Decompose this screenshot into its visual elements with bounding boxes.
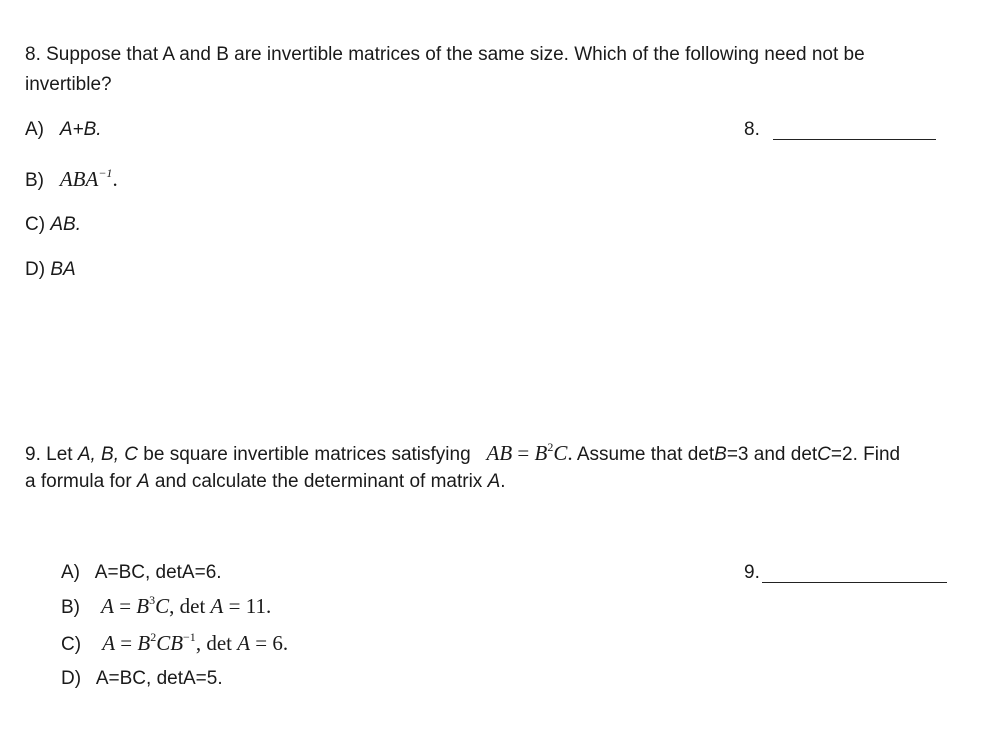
q9-answer-label: 9.	[744, 562, 760, 583]
option-math: $A = B^3C$, det A = 11.	[101, 593, 272, 618]
option-letter: A)	[61, 562, 80, 583]
q8-answer-area	[744, 119, 760, 141]
q8-option-d	[25, 259, 76, 281]
option-math: $ABA^{-1}$.	[59, 166, 118, 191]
q8-prompt-line2: invertible?	[25, 74, 112, 95]
q9-answer-area	[744, 562, 760, 584]
option-letter: D)	[61, 668, 82, 689]
option-letter: A)	[25, 119, 44, 140]
option-letter: C)	[25, 214, 46, 235]
q9-option-b	[61, 594, 271, 619]
option-text: A+B.	[59, 119, 102, 140]
option-letter: C)	[61, 634, 82, 655]
q8-answer-blank[interactable]	[773, 121, 936, 140]
option-text: A=BC, detA=6.	[94, 562, 222, 583]
option-text: A=BC, detA=5.	[95, 668, 223, 689]
option-letter: B)	[25, 170, 44, 191]
q9-option-a	[61, 562, 222, 584]
q8-option-a	[25, 119, 102, 141]
option-text: AB.	[50, 214, 81, 235]
option-text: BA	[50, 259, 76, 280]
q9-equation: AB = $B^2C$.	[486, 440, 573, 465]
option-letter: D)	[25, 259, 46, 280]
q8-prompt-line1: 8. Suppose that A and B are invertible matrices of the same size. Which of the following need not be	[25, 44, 865, 65]
q9-answer-blank[interactable]	[762, 564, 947, 583]
q9-prompt-line2: a formula for A and calculate the determinant of matrix A.	[25, 471, 506, 492]
q9-prompt-line1: 9. Let A, B, C be square invertible matrices satisfying AB = $B^2C$. Assume that detB=3 and detC=2. Find	[25, 440, 901, 465]
q8-answer-label: 8.	[744, 119, 760, 140]
q8-option-b	[25, 167, 118, 192]
q8-option-c	[25, 214, 81, 236]
q9-option-c	[61, 631, 288, 656]
option-letter: B)	[61, 597, 80, 618]
q9-option-d	[61, 668, 223, 690]
option-math: $A = B^2CB^{-1}$, det A = 6.	[102, 630, 289, 655]
